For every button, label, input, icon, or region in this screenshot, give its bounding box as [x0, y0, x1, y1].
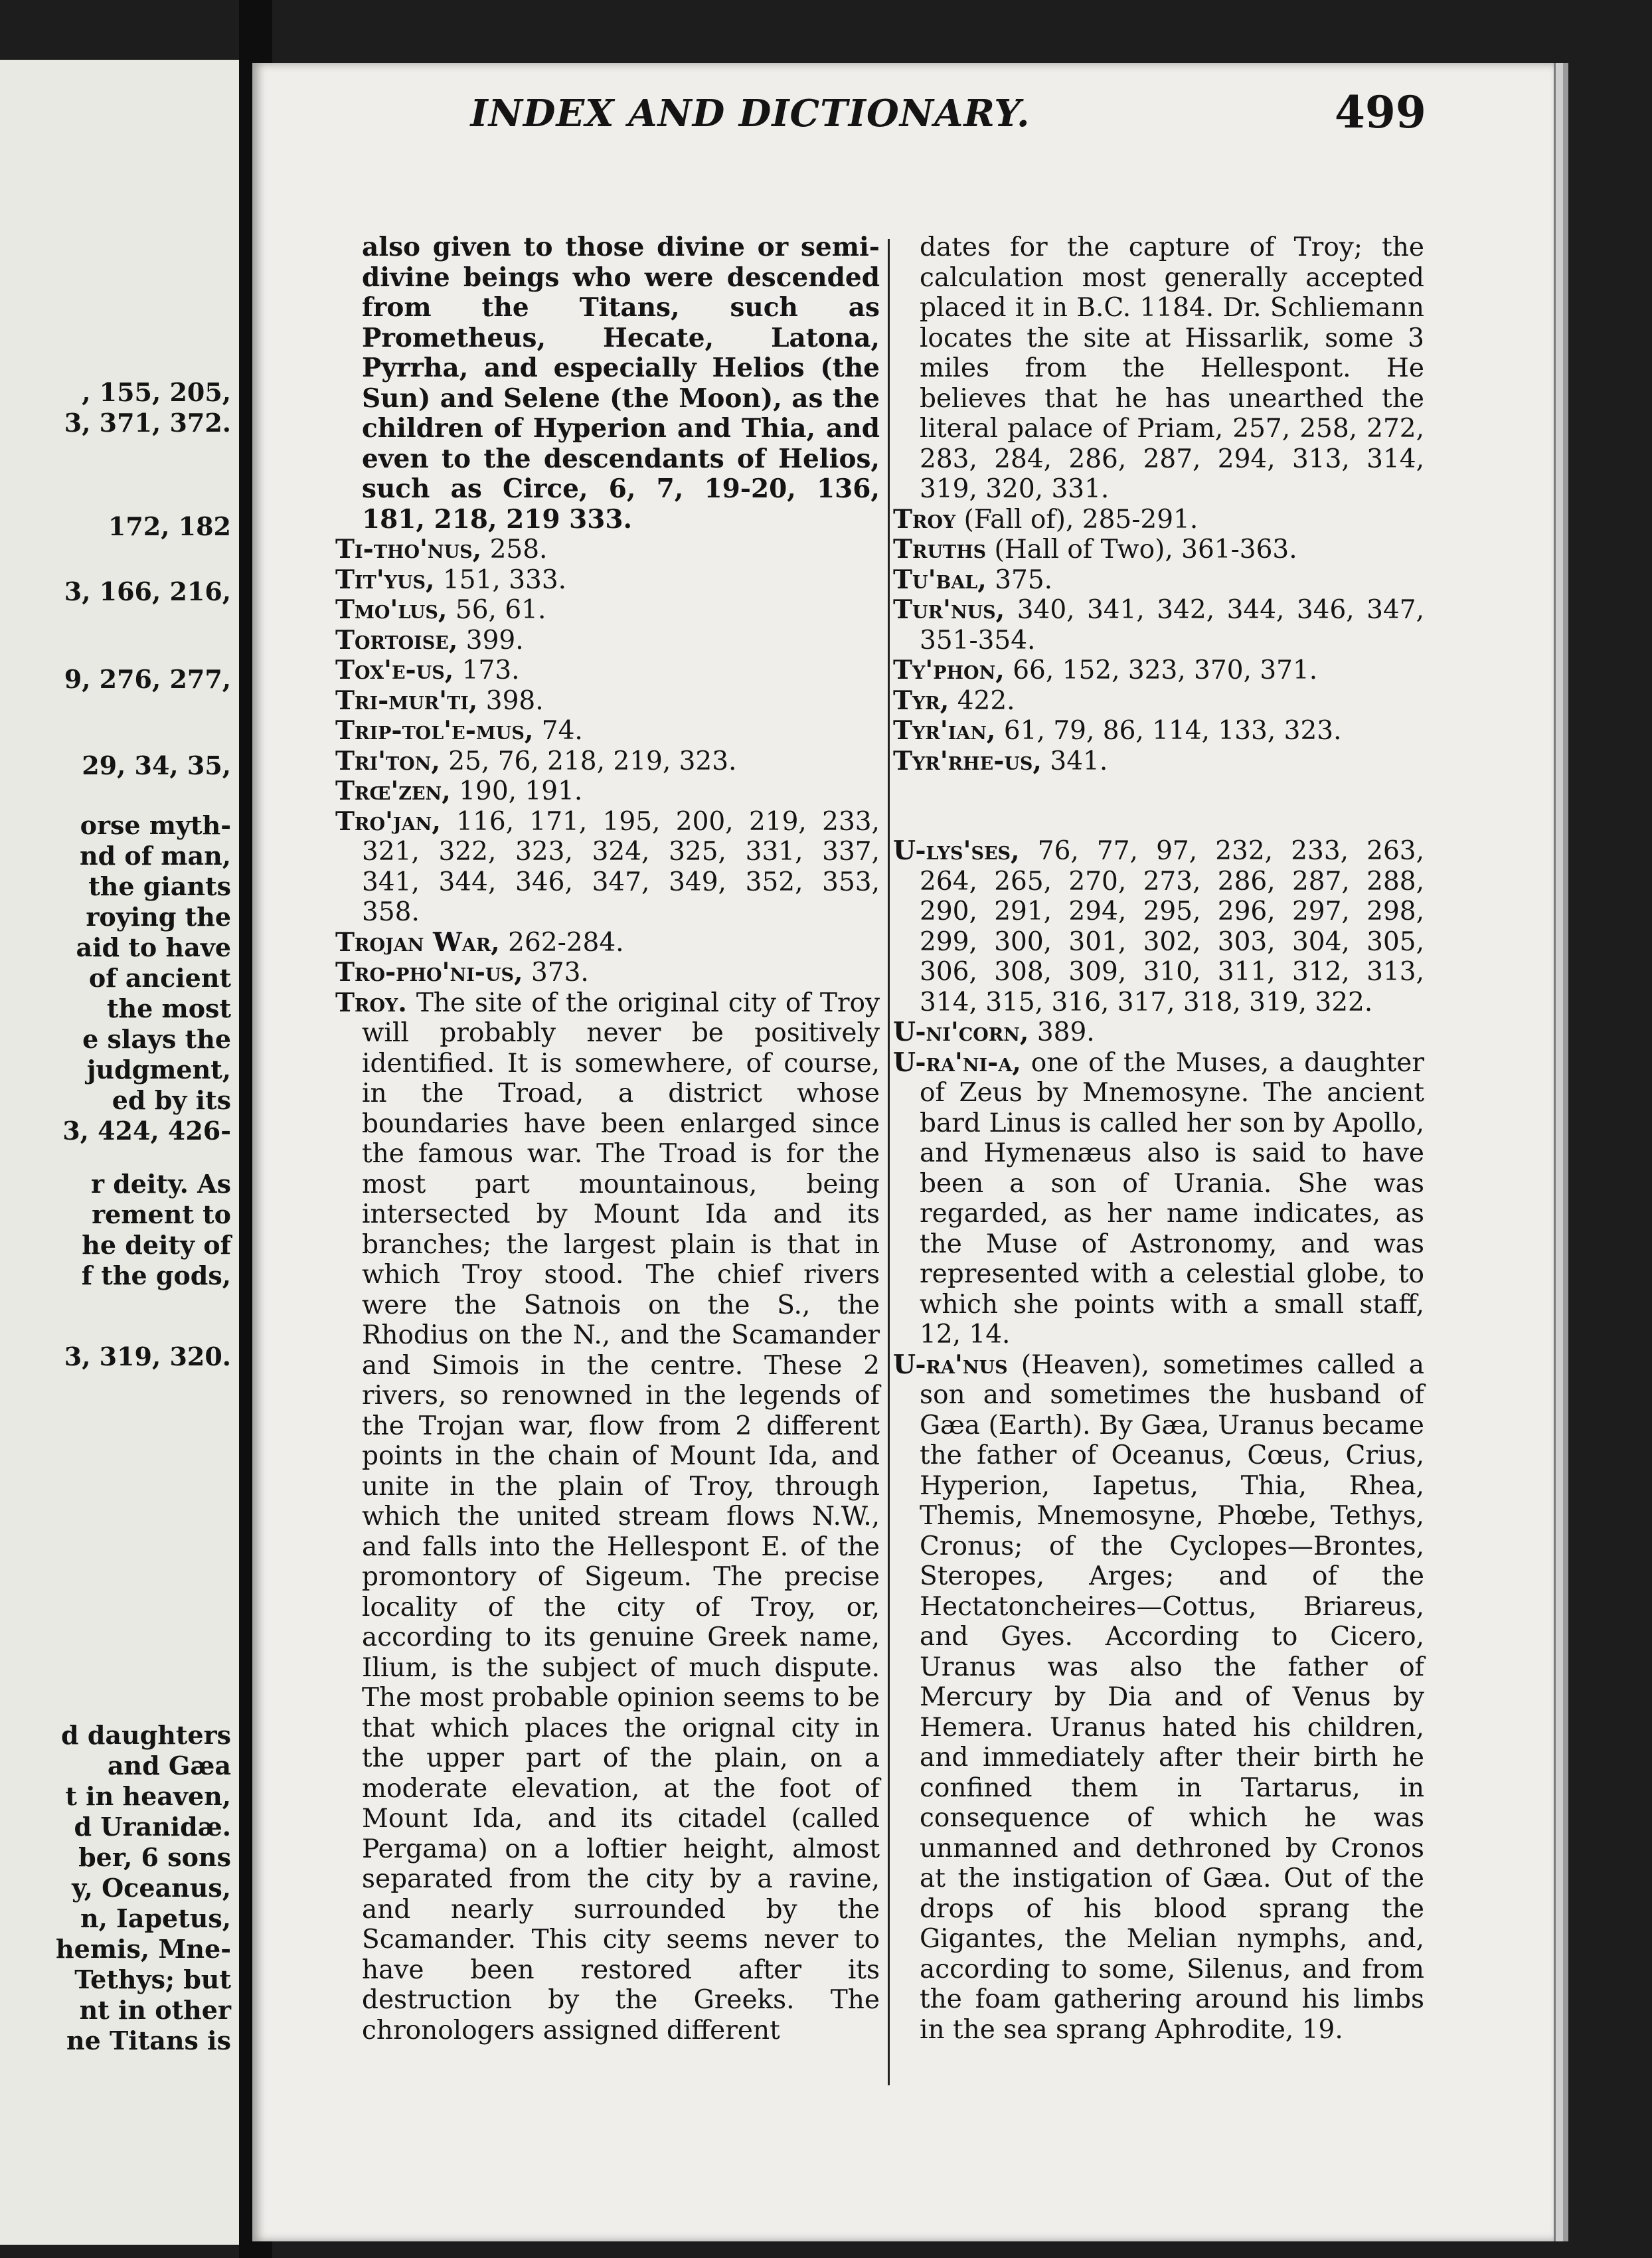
entry-headword: Tit'yus,: [335, 564, 435, 595]
entry-text: 74.: [533, 716, 583, 746]
continued-entry-text: also given to those divine or semi-divine beings who were descended from the Titans, such as Prometheus, Hecate, Latona, Pyrrha, and especially Helios (the Sun) and Selene (the Moon), as the children of Hyperion and Thia, and even to the descendants of Helios, such as Circe, 6, 7, 19-20, 136, 181, 218, 219 333.: [362, 232, 880, 535]
entry-text: 173.: [454, 655, 520, 685]
left-fragment: hemis, Mne-: [56, 1934, 231, 1964]
entry-text: 422.: [949, 685, 1015, 716]
entry-headword: Tro-pho'ni-us,: [335, 957, 523, 988]
left-fragment: 3, 424, 426-: [62, 1116, 231, 1146]
entry-headword: Ti-tho'nus,: [335, 534, 482, 564]
entry-headword: Troy.: [335, 987, 407, 1018]
index-entry: [893, 535, 1424, 565]
entry-text: 262-284.: [499, 927, 624, 958]
left-column: [335, 232, 880, 2045]
entry-text: (Fall of), 285-291.: [955, 504, 1198, 535]
left-fragment: y, Oceanus,: [72, 1873, 231, 1903]
entry-text: 375.: [986, 564, 1053, 595]
index-entry-troy: [335, 988, 880, 2046]
index-entry: [335, 535, 880, 565]
left-fragment: 3, 319, 320.: [64, 1342, 231, 1371]
index-entry-ulysses: [893, 836, 1424, 1017]
entry-text: 151, 333.: [434, 564, 567, 595]
entry-headword: U-lys'ses,: [893, 835, 1020, 866]
left-fragment: rement to: [92, 1199, 231, 1229]
entry-headword: Trœ'zen,: [335, 776, 451, 806]
left-page: [0, 60, 239, 2245]
entry-headword: Trojan War,: [335, 926, 500, 958]
left-fragment: the most: [106, 994, 231, 1023]
left-fragment: 172, 182: [108, 511, 231, 541]
page-number: 499: [1335, 86, 1426, 138]
left-fragment: orse myth-: [80, 810, 231, 840]
index-entry-uranus: [893, 1350, 1424, 2045]
right-column: [893, 232, 1424, 2045]
entry-headword: U-ra'nus: [893, 1349, 1008, 1380]
left-fragment: e slays the: [82, 1024, 231, 1054]
index-entry: [335, 958, 880, 988]
entry-headword: Tyr,: [893, 685, 950, 716]
left-fragment: 3, 166, 216,: [64, 576, 231, 606]
entry-headword: Tortoise,: [335, 624, 458, 655]
left-fragment: 9, 276, 277,: [64, 664, 231, 694]
entry-headword: Tmo'lus,: [335, 594, 448, 625]
page-edge-shadow: [1563, 63, 1568, 2241]
index-entry: [335, 655, 880, 686]
entry-headword: U-ra'ni-a,: [893, 1047, 1021, 1078]
left-fragment: judgment,: [86, 1055, 231, 1085]
left-fragment: ber, 6 sons: [78, 1842, 231, 1872]
entry-text: 190, 191.: [450, 776, 583, 806]
index-entry: [335, 626, 880, 656]
entry-text: 389.: [1029, 1017, 1095, 1047]
entry-headword: Tro'jan,: [335, 806, 441, 837]
entry-text: 340, 341, 342, 344, 346, 347, 351-354.: [920, 595, 1424, 655]
left-fragment: Tethys; but: [74, 1964, 231, 1994]
entry-headword: Truths: [893, 534, 987, 564]
entry-text: 66, 152, 323, 370, 371.: [1004, 655, 1318, 685]
left-fragment: roying the: [86, 902, 231, 932]
left-fragment: he deity of: [82, 1230, 231, 1260]
index-entry: [893, 746, 1424, 777]
entry-headword: Tyr'rhe-us,: [893, 745, 1042, 776]
left-fragment: n, Iapetus,: [80, 1903, 231, 1933]
index-entry: [335, 565, 880, 596]
index-entry: [893, 686, 1424, 717]
index-entry: [893, 1017, 1424, 1048]
entry-headword: Tox'e-us,: [335, 655, 454, 685]
left-fragment: t in heaven,: [65, 1781, 231, 1811]
left-fragment: and Gæa: [107, 1751, 231, 1780]
left-fragment: the giants: [88, 871, 231, 901]
entry-text: 373.: [523, 958, 589, 988]
index-entry: [335, 928, 880, 958]
entry-headword: Tu'bal,: [893, 564, 987, 595]
entry-headword: Tri-mur'ti,: [335, 685, 478, 716]
entry-headword: Tri'ton,: [335, 745, 440, 776]
index-entry: [335, 807, 880, 928]
left-fragment: 3, 371, 372.: [64, 408, 231, 438]
left-fragment: aid to have: [76, 932, 231, 962]
entry-text: 56, 61.: [447, 595, 546, 625]
entry-headword: Trip-tol'e-mus,: [335, 715, 534, 746]
entry-headword: Tyr'ian,: [893, 715, 996, 746]
entry-text: 399.: [457, 625, 524, 655]
left-fragment: nt in other: [79, 1995, 231, 2025]
entry-text: (Hall of Two), 361-363.: [986, 535, 1297, 564]
continued-entry-text: dates for the capture of Troy; the calculation most generally accepted placed it in B.C. 1184. Dr. Schliemann locates the site at Hissarlik, some 3 miles from the Hellespont. He believes that he has unearthed the literal palace of Priam, 257, 258, 272, 283, 284, 286, 287, 294, 313, 314, 319, 320, 331.: [920, 232, 1424, 504]
index-entry: [893, 595, 1424, 655]
entry-headword: Tur'nus,: [893, 594, 1005, 625]
left-fragment: , 155, 205,: [82, 377, 231, 407]
index-entry-urania: [893, 1048, 1424, 1350]
index-entry: [335, 716, 880, 746]
entry-text: 76, 77, 97, 232, 233, 263, 264, 265, 270, 273, 286, 287, 288, 290, 291, 294, 295, 296, 297, 298, 299, 300, 301, 302, 303, 304, 305, 306, 308, 309, 310, 311, 312, 313, 314, 315, 316, 317, 318, 319, 322.: [920, 836, 1424, 1017]
entry-text: (Heaven), sometimes called a son and sometimes the husband of Gæa (Earth). By Gæa, Uranus became the father of Oceanus, Cœus, Crius, Hyperion, Iapetus, Thia, Rhea, Themis, Mnemosyne, Phœbe, Tethys, Cronus; of the Cyclopes—Brontes, Steropes, Arges; and of the Hectatoncheires—Cottus, Briareus, and Gyes. According to Cicero, Uranus was also the father of Mercury by Dia and of Venus by Hemera. Uranus hated his children, and immediately after their birth he confined them in Tartarus, in consequence of which he was unmanned and dethroned by Cronos at the instigation of Gæa. Out of the drops of his blood sprang the Gigantes, the Melian nymphs, and, according to some, Silenus, and from the foam gathering around his limbs in the sea sprang Aphrodite, 19.: [920, 1349, 1424, 2045]
index-entry: [335, 595, 880, 626]
entry-headword: U-ni'corn,: [893, 1017, 1029, 1047]
index-entry: [893, 505, 1424, 535]
entry-text: 116, 171, 195, 200, 219, 233, 321, 322, 323, 324, 325, 331, 337, 341, 344, 346, 347, 349, 352, 353, 358.: [362, 806, 880, 927]
left-fragment: of ancient: [88, 963, 231, 993]
index-entry: [335, 776, 880, 807]
left-fragment: d daughters: [61, 1720, 231, 1750]
left-fragment: nd of man,: [79, 841, 231, 871]
left-fragment: ed by its: [112, 1085, 231, 1115]
index-entry: [335, 746, 880, 777]
left-fragment: ne Titans is: [66, 2026, 231, 2055]
left-fragment: 29, 34, 35,: [82, 750, 231, 780]
entry-text: 61, 79, 86, 114, 133, 323.: [995, 716, 1342, 746]
entry-text: 341.: [1042, 746, 1108, 776]
left-fragment: r deity. As: [90, 1169, 231, 1199]
running-header: INDEX AND DICTIONARY.: [470, 92, 1031, 135]
left-fragment: f the gods,: [81, 1260, 231, 1290]
entry-text: 398.: [477, 685, 544, 716]
index-entry: [893, 655, 1424, 686]
entry-headword: Troy: [893, 503, 956, 535]
section-gap: [893, 776, 1424, 836]
left-fragment: d Uranidæ.: [74, 1812, 231, 1842]
index-entry: [893, 716, 1424, 746]
entry-text: 25, 76, 218, 219, 323.: [440, 746, 737, 776]
entry-text: The site of the original city of Troy will probably never be positively identified. It is somewhere, of course, in the Troad, a district whose boundaries have been enlarged since the famous war. The Troad is for the most part mountainous, being intersected by Mount Ida and its branches; the largest plain is that in which Troy stood. The chief rivers were the Satnois on the S., the Rhodius on the N., and the Scamander and Simois in the centre. These 2 rivers, so renowned in the legends of the Trojan war, flow from 2 different points in the chain of Mount Ida, and unite in the plain of Troy, through which the united stream flows N.W., and falls into the Hellespont E. of the promontory of Sigeum. The precise locality of the city of Troy, or, according to its genuine Greek name, Ilium, is the subject of much dispute. The most probable opinion seems to be that which places the orignal city in the upper part of the plain, on a moderate elevation, at the foot of Mount Ida, and its citadel (called Pergama) on a loftier height, almost separated from the city by a ravine, and nearly surrounded by the Scamander. This city seems never to have been restored after its destruction by the Greeks. The chronologers assigned different: [362, 988, 880, 2045]
entry-headword: Ty'phon,: [893, 655, 1005, 685]
entry-text: one of the Muses, a daughter of Zeus by Mnemosyne. The ancient bard Linus is called her son by Apollo, and Hymenæus also is said to have been a son of Urania. She was regarded, as her name indicates, as the Muse of Astronomy, and was represented with a celestial globe, to which she points with a small staff, 12, 14.: [920, 1047, 1424, 1349]
index-entry: [893, 565, 1424, 596]
entry-text: 258.: [481, 535, 548, 564]
column-divider: [888, 239, 890, 2085]
index-entry: [335, 686, 880, 717]
